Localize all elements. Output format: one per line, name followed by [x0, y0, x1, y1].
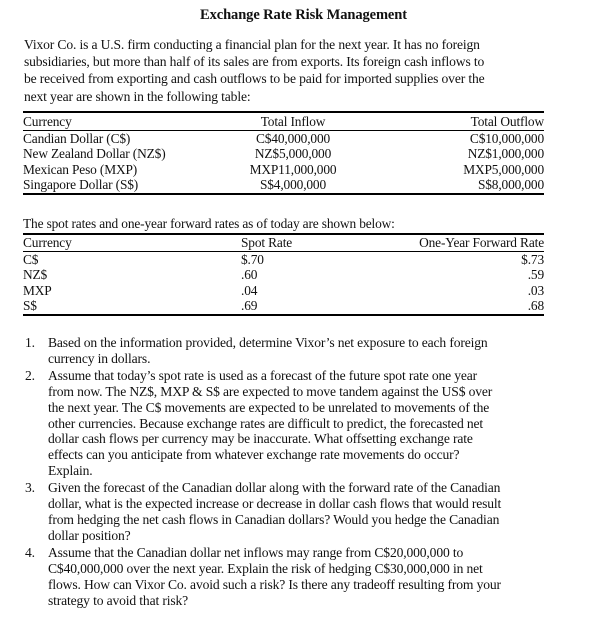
- question-line: Based on the information provided, determine Vixor’s net exposure to each foreign: [48, 335, 488, 350]
- table-cell: MXP11,000,000: [249, 161, 337, 177]
- question-item: [0, 335, 600, 367]
- question-number: 1.: [25, 335, 35, 350]
- table-cell: New Zealand Dollar (NZ$): [23, 146, 166, 161]
- table-cell: S$: [23, 298, 37, 313]
- question-item: [0, 368, 600, 479]
- column-header: One-Year Forward Rate: [361, 234, 544, 251]
- column-header: Total Inflow: [223, 112, 358, 130]
- question-list: [0, 335, 600, 609]
- question-line: Assume that the Canadian dollar net inflows may range from C$20,000,000 to: [48, 544, 464, 560]
- table-row: [23, 162, 544, 178]
- table-cell: MXP: [23, 282, 52, 298]
- table-cell: .03: [527, 282, 544, 298]
- table-header-row: [23, 112, 544, 130]
- table-cell: $.70: [241, 251, 264, 267]
- exchange-rates-table: [23, 233, 544, 316]
- question-line: strategy to avoid that risk?: [48, 592, 189, 608]
- table-cell: Candian Dollar (C$): [23, 130, 131, 146]
- table-row: [23, 298, 544, 315]
- question-line: from hedging the net cash flows in Canadian dollars? Would you hedge the Canadian: [48, 511, 500, 527]
- table-row: [23, 146, 544, 162]
- table-cell: C$: [23, 251, 39, 267]
- table-cell: Singapore Dollar (S$): [23, 177, 139, 192]
- table-cell: .68: [527, 298, 544, 313]
- table-row: [23, 283, 544, 299]
- page-title: Exchange Rate Risk Management: [200, 7, 407, 23]
- table-row: [23, 251, 544, 267]
- column-header: Total Outflow: [358, 112, 544, 130]
- question-number: 2.: [25, 367, 35, 383]
- table-cell: C$10,000,000: [469, 130, 544, 146]
- question-number: 4.: [25, 544, 35, 560]
- cash-flow-table: [23, 111, 544, 195]
- question-line: dollar, what is the expected increase or decrease in dollar cash flows that would result: [48, 496, 502, 512]
- question-line: C$40,000,000 over the next year. Explain the risk of hedging C$30,000,000 in net: [48, 560, 483, 576]
- table-cell: S$4,000,000: [259, 177, 327, 192]
- table-cell: C$40,000,000: [255, 130, 331, 146]
- question-line: Assume that today’s spot rate is used as a forecast of the future spot rate one year: [48, 367, 478, 383]
- table-cell: .04: [241, 282, 258, 298]
- table-row: [23, 177, 544, 194]
- question-line: Given the forecast of the Canadian dollar along with the forward rate of the Canadian: [48, 480, 501, 496]
- rates-intro: The spot rates and one-year forward rates as of today are shown below:: [23, 216, 395, 231]
- table-cell: NZ$5,000,000: [254, 146, 332, 161]
- column-header: Spot Rate: [241, 234, 361, 251]
- question-line: the next year. The C$ movements are expected to be unrelated to movements of the: [48, 399, 490, 415]
- table-cell: MXP5,000,000: [463, 161, 544, 177]
- intro-paragraph: [24, 36, 586, 105]
- column-header: Currency: [23, 234, 241, 251]
- table-cell: .69: [241, 298, 258, 313]
- intro-line: Vixor Co. is a U.S. firm conducting a financial plan for the next year. It has no foreign: [24, 37, 480, 52]
- question-line: flows. How can Vixor Co. avoid such a risk? Is there any tradeoff resulting from your: [48, 576, 501, 592]
- question-line: dollar cash flows per currency may be inaccurate. What offsetting exchange rate: [48, 431, 473, 447]
- table-row: [23, 130, 544, 146]
- table-cell: S$8,000,000: [477, 177, 544, 192]
- question-line: currency in dollars.: [48, 350, 151, 366]
- table-cell: .59: [527, 267, 544, 282]
- intro-line: subsidiaries, but more than half of its sales are from exports. Its foreign cash inflows to: [24, 54, 485, 70]
- intro-line: be received from exporting and cash outflows to be paid for imported supplies over the: [24, 71, 485, 87]
- question-number: 3.: [25, 480, 35, 496]
- column-header: Currency: [23, 112, 223, 130]
- question-line: from now. The NZ$, MXP & S$ are expected to move tandem against the US$ over: [48, 383, 493, 399]
- table-cell: NZ$: [23, 267, 48, 282]
- question-line: other currencies. Because exchange rates are difficult to predict, the forecasted net: [48, 415, 483, 431]
- table-cell: Mexican Peso (MXP): [23, 161, 138, 177]
- question-line: dollar position?: [48, 527, 131, 543]
- question-item: [0, 545, 600, 609]
- table-cell: .60: [241, 267, 258, 282]
- question-item: [0, 480, 600, 544]
- intro-line: next year are shown in the following table:: [24, 88, 251, 104]
- table-cell: $.73: [521, 251, 544, 267]
- table-header-row: [23, 234, 544, 251]
- table-cell: NZ$1,000,000: [467, 146, 544, 161]
- question-line: Explain.: [48, 463, 93, 479]
- question-line: effects can you anticipate from whatever exchange rate movements do occur?: [48, 447, 460, 463]
- table-row: [23, 267, 544, 283]
